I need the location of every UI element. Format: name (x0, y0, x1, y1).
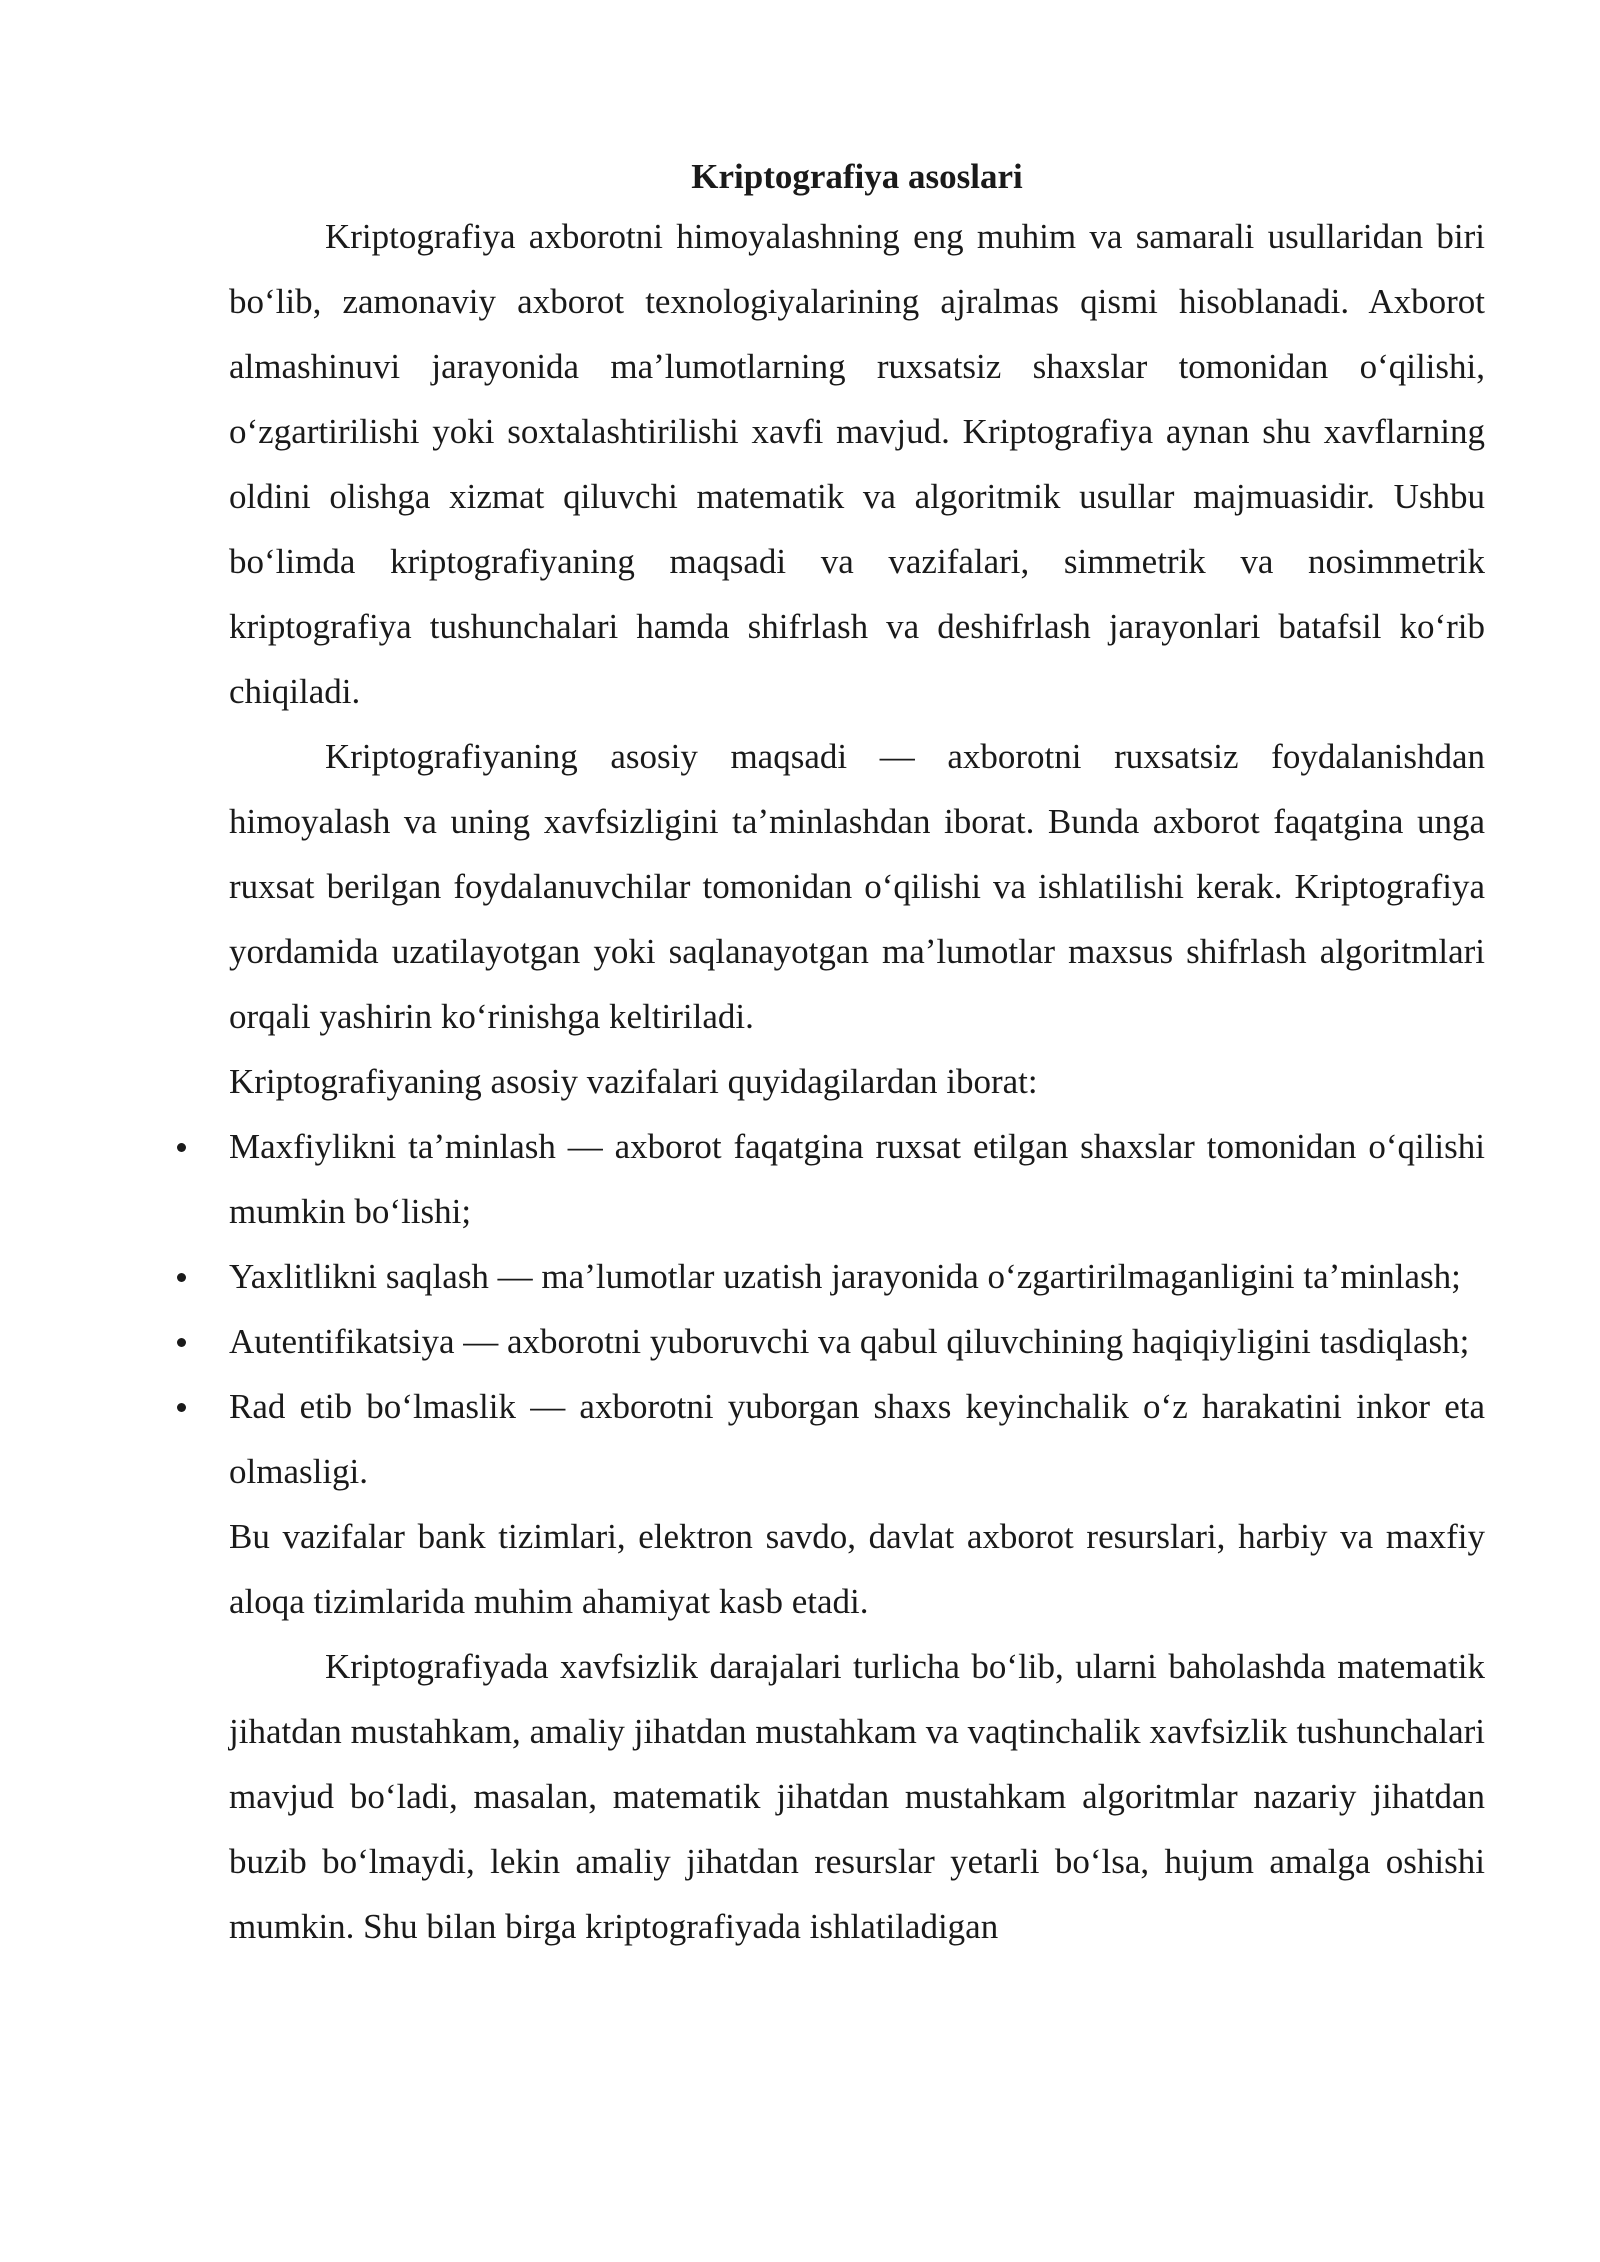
tasks-list (229, 1114, 1485, 1504)
paragraph-tasks-outro: Bu vazifalar bank tizimlari, elektron savdo, davlat axborot resurslari, harbiy va maxfiy aloqa tizimlarida muhim ahamiyat kasb etadi. (229, 1517, 1485, 1621)
list-item-text: Yaxlitlikni saqlash — maʼlumotlar uzatish jarayonida oʻzgartirilmaganligini taʼminlash; (229, 1257, 1461, 1296)
list-item (229, 1244, 1485, 1309)
paragraph-intro: Kriptografiya axborotni himoyalashning eng muhim va samarali usullaridan biri boʻlib, zamonaviy axborot texnologiyalarining ajralmas qismi hisoblanadi. Axborot almashinuvi jarayonida maʼlumotlarning ruxsatsiz shaxslar tomonidan oʻqilishi, oʻzgartirilishi yoki soxtalashtirilishi xavfi mavjud. Kriptografiya aynan shu xavflarning oldini olishga xizmat qiluvchi matematik va algoritmik usullar majmuasidir. Ushbu boʻlimda kriptografiyaning maqsadi va vazifalari, simmetrik va nosimmetrik kriptografiya tushunchalari hamda shifrlash va deshifrlash jarayonlari batafsil koʻrib chiqiladi. (229, 217, 1485, 711)
bullet-icon (177, 1338, 186, 1347)
list-item-text: Maxfiylikni taʼminlash — axborot faqatgina ruxsat etilgan shaxslar tomonidan oʻqilishi mumkin boʻlishi; (229, 1127, 1485, 1231)
list-item-text: Autentifikatsiya — axborotni yuboruvchi va qabul qiluvchining haqiqiyligini tasdiqlash; (229, 1322, 1470, 1361)
list-item-text: Rad etib boʻlmaslik — axborotni yuborgan shaxs keyinchalik oʻz harakatini inkor eta olmasligi. (229, 1387, 1485, 1491)
bullet-icon (177, 1143, 186, 1152)
list-item (229, 1374, 1485, 1504)
paragraph-goal: Kriptografiyaning asosiy maqsadi — axborotni ruxsatsiz foydalanishdan himoyalash va uning xavfsizligini taʼminlashdan iborat. Bunda axborot faqatgina unga ruxsat berilgan foydalanuvchilar tomonidan oʻqilishi va ishlatilishi kerak. Kriptografiya yordamida uzatilayotgan yoki saqlanayotgan maʼlumotlar maxsus shifrlash algoritmlari orqali yashirin koʻrinishga keltiriladi. (229, 737, 1485, 1036)
paragraph-security: Kriptografiyada xavfsizlik darajalari turlicha boʻlib, ularni baholashda matematik jihatdan mustahkam, amaliy jihatdan mustahkam va vaqtinchalik xavfsizlik tushunchalari mavjud boʻladi, masalan, matematik jihatdan mustahkam algoritmlar nazariy jihatdan buzib boʻlmaydi, lekin amaliy jihatdan resurslar yetarli boʻlsa, hujum amalga oshishi mumkin. Shu bilan birga kriptografiyada ishlatiladigan (229, 1647, 1485, 1946)
bullet-icon (177, 1403, 186, 1412)
document-page (229, 150, 1485, 1959)
list-item (229, 1309, 1485, 1374)
bullet-icon (177, 1273, 186, 1282)
document-title: Kriptografiya asoslari (691, 157, 1023, 196)
paragraph-tasks-intro: Kriptografiyaning asosiy vazifalari quyidagilardan iborat: (229, 1062, 1038, 1101)
list-item (229, 1114, 1485, 1244)
